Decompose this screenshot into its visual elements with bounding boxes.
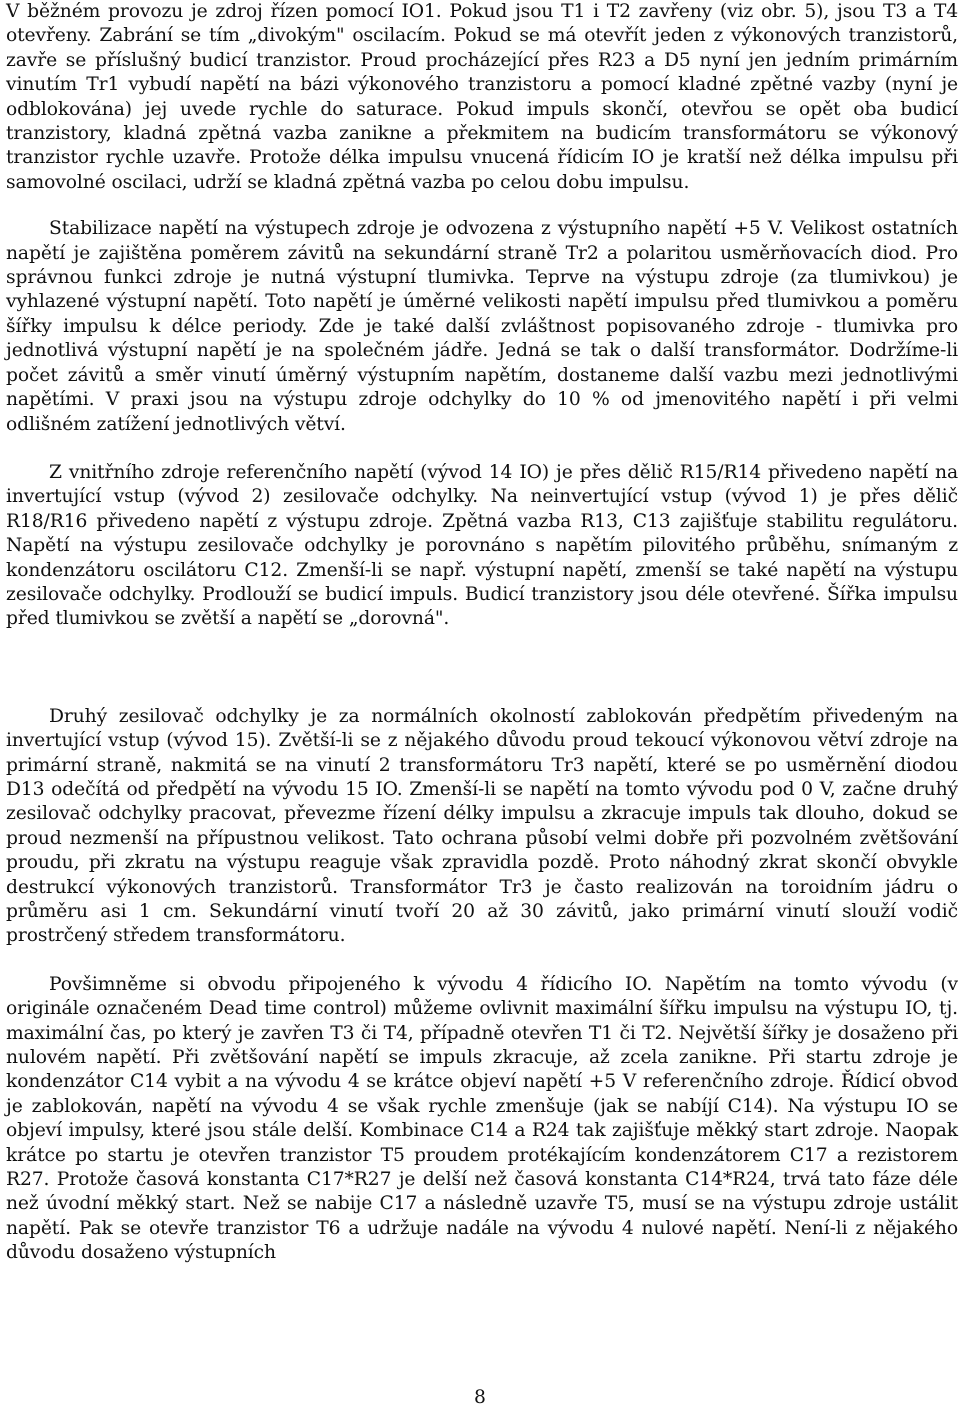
paragraph-1: V běžném provozu je zdroj řízen pomocí IO1. Pokud jsou T1 i T2 zavřeny (viz obr. 5), jsou T3 a T4 otevřeny. Zabrání se tím „divokým" oscilacím. Pokud se má otevřít jeden z výkonových tranzistorů, zavře se příslušný budicí tranzistor. Proud procházející přes R23 a D5 nyní jen jedním primárním vinutím Tr1 vybudí napětí na bázi výkonového tranzistoru a pomocí kladné zpětné vazby (nyní je odblokována) jej uvede rychle do saturace. Pokud impuls skončí, otevřou se opět oba budicí tranzistory, kladná zpětná vazba zanikne a překmitem na budicím transformátoru se výkonový tranzistor rychle uzavře. Protože délka impulsu vnucená řídicím IO je kratší než délka impulsu při samovolné oscilaci, udrží se kladná zpětná vazba po celou dobu impulsu. xyxy=(6,1,958,193)
document-page xyxy=(6,0,958,1266)
paragraph-4-text: Druhý zesilovač odchylky je za normálních okolností zablokován předpětím přivedeným na invertující vstup (vývod 15). Zvětší-li se z nějakého důvodu proud tekoucí výkonovou větví zdroje na primární straně, nakmitá se na vinutí 2 transformátoru Tr3 napětí, které se po usměrnění diodou D13 odečítá od předpětí na vývodu 15 IO. Zmenší-li se napětí na tomto vývodu pod 0 V, začne druhý zesilovač odchylky pracovat, převezme řízení délky impulsu a zkracuje impuls tak dlouho, dokud se proud nezmenší na přípustnou velikost. Tato ochrana působí velmi dobře při pozvolném zvětšování proudu, při zkratu na výstupu reaguje však zpravidla pozdě. Proto náhodný zkrat skončí obvykle destrukcí výkonových tranzistorů. Transformátor Tr3 je často realizován na toroidním jádru o průměru asi 1 cm. Sekundární vinutí tvoří 20 až 30 závitů, jako primární vinutí slouží vodič prostrčený středem transformátoru. xyxy=(6,705,958,947)
page-number: 8 xyxy=(474,1387,486,1408)
paragraph-2-text: Stabilizace napětí na výstupech zdroje je odvozena z výstupního napětí +5 V. Velikost ostatních napětí je zajištěna poměrem závitů na sekundární straně Tr2 a polaritou usměrňovacích diod. Pro správnou funkci zdroje je nutná výstupní tlumivka. Teprve na výstupu zdroje (za tlumivkou) je vyhlazené výstupní napětí. Toto napětí je úměrné velikosti napětí impulsu před tlumivkou a poměru šířky impulsu k délce periody. Zde je také další zvláštnost popisovaného zdroje - tlumivka pro jednotlivá výstupní napětí je na společném jádře. Jedná se tak o další transformátor. Dodržíme-li počet závitů a směr vinutí úměrný výstupním napětím, dostaneme další vazbu mezi jednotlivými napětími. V praxi jsou na výstupu zdroje odchylky do 10 % od jmenovitého napětí i při velmi odlišném zatížení jednotlivých větví. xyxy=(6,218,958,435)
paragraph-3-text: Z vnitřního zdroje referenčního napětí (vývod 14 IO) je přes dělič R15/R14 přivedeno napětí na invertující vstup (vývod 2) zesilovače odchylky. Na neinvertující vstup (vývod 1) je přes dělič R18/R16 přivedeno napětí z výstupu zdroje. Zpětná vazba R13, C13 zajišťuje stabilitu regulátoru. Napětí na výstupu zesilovače odchylky je porovnáno s napětím pilovitého průběhu, snímaným z kondenzátoru oscilátoru C12. Zmenší-li se např. výstupní napětí, zmenší se také napětí na výstupu zesilovače odchylky. Prodlouží se budicí impuls. Budicí tranzistory jsou déle otevřené. Šířka impulsu před tlumivkou se zvětší a napětí se „dorovná". xyxy=(6,461,958,630)
paragraph-3 xyxy=(6,461,958,632)
paragraph-2 xyxy=(6,217,958,437)
paragraph-5 xyxy=(6,973,958,1266)
paragraph-4 xyxy=(6,705,958,949)
paragraph-5-text: Povšimněme si obvodu připojeného k vývodu 4 řídicího IO. Napětím na tomto vývodu (v originále označeném Dead time control) můžeme ovlivnit maximální šířku impulsu na výstupu IO, tj. maximální čas, po který je zavřen T3 či T4, případně otevřen T1 či T2. Největší šířky je dosaženo při nulovém napětí. Při zvětšování napětí se impuls zkracuje, až zcela zanikne. Při startu zdroje je kondenzátor C14 vybit a na vývodu 4 se krátce objeví napětí +5 V referenčního zdroje. Řídicí obvod je zablokován, napětí na vývodu 4 se však rychle zmenšuje (jak se nabíjí C14). Na výstupu IO se objeví impulsy, které jsou stále delší. Kombinace C14 a R24 tak zajišťuje měkký start zdroje. Naopak krátce po startu je otevřen tranzistor T5 proudem protékajícím kondenzátorem C17 a rezistorem R27. Protože časová konstanta C17*R27 je delší než časová konstanta C14*R24, trvá tato fáze déle než úvodní měkký start. Než se nabije C17 a následně uzavře T5, musí se na výstupu zdroje ustálit napětí. Pak se otevře tranzistor T6 a udržuje nadále na vývodu 4 nulové napětí. Není-li z nějakého důvodu dosaženo výstupních xyxy=(6,973,958,1264)
